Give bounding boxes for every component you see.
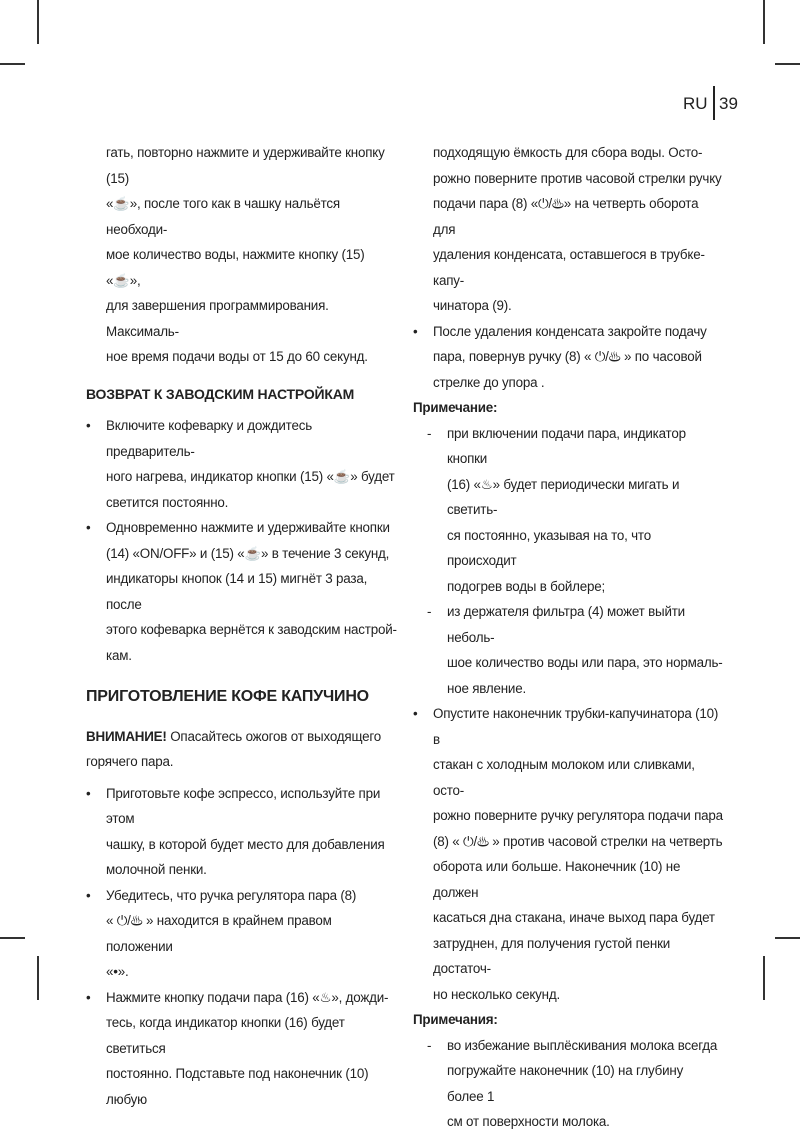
warning-label: ВНИМАНИЕ! [86, 728, 167, 744]
intro-paragraph [86, 140, 401, 370]
text-line: ное время подачи воды от 15 до 60 секунд. [106, 349, 368, 364]
dash-marker: - [427, 425, 432, 441]
text-line: «•». [106, 964, 129, 979]
text-line: « ⏻/♨ » находится в крайнем правом положении [106, 913, 332, 954]
crop-mark [775, 937, 800, 939]
warning-line [86, 724, 401, 750]
note-label: Примечание: [413, 400, 498, 415]
text-line: постоянно. Подставьте под наконечник (10) любую [106, 1066, 369, 1107]
list-item [86, 781, 401, 883]
text-line: (14) «ON/OFF» и (15) «☕» в течение 3 секунд, [106, 545, 390, 561]
left-column [86, 140, 401, 1112]
text-line: подходящую ёмкость для сбора воды. Осто- [433, 145, 703, 160]
bullet-marker: • [86, 989, 91, 1005]
text-line: при включении подачи пара, индикатор кнопки [447, 425, 686, 466]
text-line: светится постоянно. [106, 494, 229, 510]
text-line: гать, повторно нажмите и удерживайте кнопку (15) [106, 145, 385, 186]
text-line: чашку, в которой будет место для добавления [106, 836, 385, 852]
text-line: (8) « ⏻/♨ » против часовой стрелки на четверть [433, 833, 723, 849]
header-separator [713, 86, 715, 120]
text-line: ся постоянно, указывая на то, что происходит [447, 527, 651, 568]
text-line: чинатора (9). [433, 298, 512, 313]
text-line: Опустите наконечник трубки-капучинатора (10) в [433, 706, 719, 747]
list-item [86, 515, 401, 668]
text-line: шое количество воды или пара, это нормаль- [447, 655, 723, 670]
crop-mark [37, 0, 39, 44]
bullet-marker: • [86, 887, 91, 903]
text-line: стрелке до упора . [433, 374, 545, 390]
text-line: мое количество воды, нажмите кнопку (15) «☕», [106, 247, 365, 288]
text-line: из держателя фильтра (4) может выйти неболь- [447, 604, 685, 645]
bullet-marker: • [86, 418, 91, 433]
text-line: пара, повернув ручку (8) « ⏻/♨ » по часовой [433, 349, 702, 364]
text-line: (16) «♨» будет периодически мигать и светить- [447, 476, 680, 517]
bullet-marker: • [413, 706, 418, 721]
text-line: касаться дна стакана, иначе выход пара будет [433, 910, 715, 925]
right-column [413, 140, 723, 1135]
text-line: оборота или больше. Наконечник (10) не должен [433, 859, 681, 900]
dash-marker: - [427, 1037, 432, 1053]
text-line: для завершения программирования. Максималь- [106, 298, 329, 339]
bullet-marker: • [86, 520, 91, 535]
text-line: удаления конденсата, оставшегося в трубке-капу- [433, 247, 705, 288]
list-item [86, 985, 401, 1113]
text-line: погружайте наконечник (10) на глубину более 1 [447, 1063, 684, 1104]
crop-mark [763, 0, 765, 44]
text-line: кам. [106, 647, 132, 663]
text-line: После удаления конденсата закройте подачу [433, 323, 707, 339]
crop-mark [775, 63, 800, 65]
note-item [413, 1033, 723, 1135]
text-line: Включите кофеварку и дождитесь предваритель- [106, 418, 312, 459]
text-line: этого кофеварка вернётся к заводским настрой- [106, 622, 397, 637]
reset-heading: ВОЗВРАТ К ЗАВОДСКИМ НАСТРОЙКАМ [86, 385, 355, 402]
text-line: подачи пара (8) «⏻/♨» на четверть оборота для [433, 196, 699, 237]
note-item [413, 599, 723, 701]
crop-mark [0, 937, 25, 939]
crop-mark [763, 956, 765, 1000]
text-line: рожно поверните против часовой стрелки ручку [433, 170, 722, 186]
bullet-marker: • [86, 785, 91, 801]
list-item [413, 701, 723, 1007]
text-line: затруднен, для получения густой пенки достаточ- [433, 935, 671, 976]
text-line: Убедитесь, что ручка регулятора пара (8) [106, 887, 357, 903]
text-line: см от поверхности молока. [447, 1114, 610, 1129]
text-line: но несколько секунд. [433, 986, 561, 1002]
note-label: Примечания: [413, 1012, 498, 1027]
text-line: тесь, когда индикатор кнопки (16) будет светиться [106, 1015, 345, 1056]
text-line: во избежание выплёскивания молока всегда [447, 1037, 718, 1053]
list-item [86, 883, 401, 985]
text-line: «☕», после того как в чашку нальётся необходи- [106, 196, 340, 237]
warning-text: горячего пара. [86, 754, 174, 769]
text-line: подогрев воды в бойлере; [447, 578, 606, 594]
bullet-marker: • [413, 323, 418, 339]
dash-marker: - [427, 604, 432, 619]
crop-mark [37, 956, 39, 1000]
text-line: индикаторы кнопок (14 и 15) мигнёт 3 раза, после [106, 571, 368, 612]
text-line: молочной пенки. [106, 862, 207, 877]
text-line: Одновременно нажмите и удерживайте кнопки [106, 520, 390, 535]
text-line: Нажмите кнопку подачи пара (16) «♨», дожди- [106, 989, 389, 1005]
text-line: стакан с холодным молоком или сливками, осто- [433, 757, 695, 798]
list-item [86, 413, 401, 515]
warning-text: Опасайтесь ожогов от выходящего [166, 728, 381, 744]
text-line: ного нагрева, индикатор кнопки (15) «☕» будет [106, 469, 395, 484]
intro-paragraph [413, 140, 723, 319]
list-item [413, 319, 723, 396]
text-line: ное явление. [447, 680, 526, 696]
text-line: Приготовьте кофе эспрессо, используйте при этом [106, 785, 381, 826]
page-number: 39 [719, 94, 738, 113]
text-line: рожно поверните ручку регулятора подачи пара [433, 808, 723, 823]
note-item [413, 421, 723, 600]
crop-mark [0, 63, 25, 65]
cappuccino-heading: ПРИГОТОВЛЕНИЕ КОФЕ КАПУЧИНО [86, 688, 369, 705]
language-label: RU [683, 94, 708, 113]
